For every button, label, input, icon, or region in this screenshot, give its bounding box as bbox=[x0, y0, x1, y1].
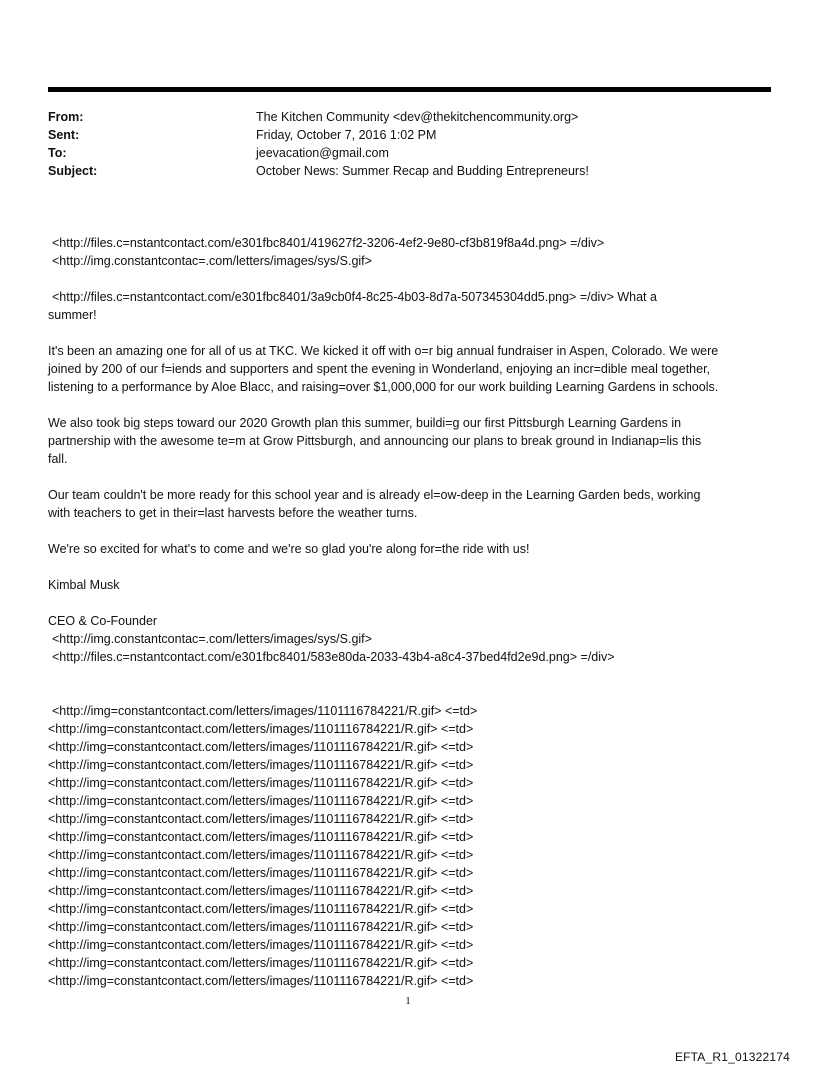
link-line: <http://img.constantcontac=.com/letters/images/sys/S.gif> bbox=[52, 254, 372, 268]
header-rule bbox=[48, 87, 771, 92]
link-line: <http://img.constantcontac=.com/letters/images/sys/S.gif> bbox=[52, 632, 372, 646]
from-label: From: bbox=[48, 110, 84, 124]
body-text-line: We're so excited for what's to come and we're so glad you're along for=the ride with us! bbox=[48, 542, 530, 556]
to-value: jeevacation@gmail.com bbox=[256, 146, 389, 160]
repeated-link-line: <http://img=constantcontact.com/letters/images/1101116784221/R.gif> <=td> bbox=[52, 704, 478, 718]
body-text-line: Our team couldn't be more ready for this school year and is already el=ow-deep in the Learning Garden beds, working bbox=[48, 488, 701, 502]
subject-label: Subject: bbox=[48, 164, 98, 178]
repeated-link-line: <http://img=constantcontact.com/letters/images/1101116784221/R.gif> <=td> bbox=[48, 794, 474, 808]
repeated-link-line: <http://img=constantcontact.com/letters/images/1101116784221/R.gif> <=td> bbox=[48, 758, 474, 772]
body-text-line: summer! bbox=[48, 308, 97, 322]
repeated-link-line: <http://img=constantcontact.com/letters/images/1101116784221/R.gif> <=td> bbox=[48, 722, 474, 736]
email-header bbox=[48, 108, 771, 180]
repeated-link-line: <http://img=constantcontact.com/letters/images/1101116784221/R.gif> <=td> bbox=[48, 902, 474, 916]
repeated-link-line: <http://img=constantcontact.com/letters/images/1101116784221/R.gif> <=td> bbox=[48, 812, 474, 826]
repeated-link-list bbox=[48, 702, 771, 990]
repeated-link-line: <http://img=constantcontact.com/letters/images/1101116784221/R.gif> <=td> bbox=[48, 956, 474, 970]
body-text-line: fall. bbox=[48, 452, 68, 466]
repeated-link-line: <http://img=constantcontact.com/letters/images/1101116784221/R.gif> <=td> bbox=[48, 848, 474, 862]
body-text-line: joined by 200 of our f=iends and supporters and spent the evening in Wonderland, enjoying an incr=dible meal together, bbox=[48, 362, 711, 376]
body-text-line: It's been an amazing one for all of us at TKC. We kicked it off with o=r big annual fundraiser in Aspen, Colorado. We were bbox=[48, 344, 719, 358]
sent-row bbox=[48, 126, 771, 144]
page-number: 1 bbox=[405, 995, 411, 1007]
sent-value: Friday, October 7, 2016 1:02 PM bbox=[256, 128, 437, 142]
paragraph-fundraiser bbox=[48, 342, 771, 396]
link-block-1 bbox=[48, 234, 771, 270]
signature-name bbox=[48, 576, 771, 594]
body-text-line: We also took big steps toward our 2020 Growth plan this summer, buildi=g our first Pittsburgh Learning Gardens in bbox=[48, 416, 682, 430]
from-row bbox=[48, 108, 771, 126]
signature-name-text: Kimbal Musk bbox=[48, 578, 120, 592]
repeated-link-line: <http://img=constantcontact.com/letters/images/1101116784221/R.gif> <=td> bbox=[48, 866, 474, 880]
bates-number: EFTA_R1_01322174 bbox=[674, 1050, 790, 1064]
body-text-line: with teachers to get in their=last harvests before the weather turns. bbox=[48, 506, 418, 520]
subject-value: October News: Summer Recap and Budding Entrepreneurs! bbox=[256, 164, 589, 178]
body-text-line: partnership with the awesome te=m at Grow Pittsburgh, and announcing our plans to break ground in Indianap=lis this bbox=[48, 434, 702, 448]
repeated-link-line: <http://img=constantcontact.com/letters/images/1101116784221/R.gif> <=td> bbox=[48, 920, 474, 934]
repeated-link-line: <http://img=constantcontact.com/letters/images/1101116784221/R.gif> <=td> bbox=[48, 884, 474, 898]
email-body bbox=[48, 234, 771, 990]
to-row bbox=[48, 144, 771, 162]
subject-row bbox=[48, 162, 771, 180]
from-value: The Kitchen Community <dev@thekitchencommunity.org> bbox=[256, 110, 579, 124]
body-text-line: listening to a performance by Aloe Blacc, and raising=over $1,000,000 for our work building Learning Gardens in schools. bbox=[48, 380, 719, 394]
link-line: <http://files.c=nstantcontact.com/e301fbc8401/583e80da-2033-43b4-a8c4-37bed4fd2e9d.png> =/div> bbox=[52, 650, 615, 664]
repeated-link-line: <http://img=constantcontact.com/letters/images/1101116784221/R.gif> <=td> bbox=[48, 974, 474, 988]
to-label: To: bbox=[48, 146, 67, 160]
link-line: <http://files.c=nstantcontact.com/e301fbc8401/419627f2-3206-4ef2-9e80-cf3b819f8a4d.png> =/div> bbox=[52, 236, 605, 250]
repeated-link-line: <http://img=constantcontact.com/letters/images/1101116784221/R.gif> <=td> bbox=[48, 938, 474, 952]
repeated-link-line: <http://img=constantcontact.com/letters/images/1101116784221/R.gif> <=td> bbox=[48, 740, 474, 754]
paragraph-growth-plan bbox=[48, 414, 771, 468]
sent-label: Sent: bbox=[48, 128, 80, 142]
paragraph-school-year bbox=[48, 486, 771, 522]
repeated-link-line: <http://img=constantcontact.com/letters/images/1101116784221/R.gif> <=td> bbox=[48, 776, 474, 790]
repeated-link-line: <http://img=constantcontact.com/letters/images/1101116784221/R.gif> <=td> bbox=[48, 830, 474, 844]
signature-title: CEO & Co-Founder bbox=[48, 614, 158, 628]
signature-block bbox=[48, 612, 771, 666]
paragraph-closing bbox=[48, 540, 771, 558]
link-block-2 bbox=[48, 288, 771, 324]
link-line: <http://files.c=nstantcontact.com/e301fbc8401/3a9cb0f4-8c25-4b03-8d7a-507345304dd5.png> =/div> What a bbox=[52, 290, 657, 304]
